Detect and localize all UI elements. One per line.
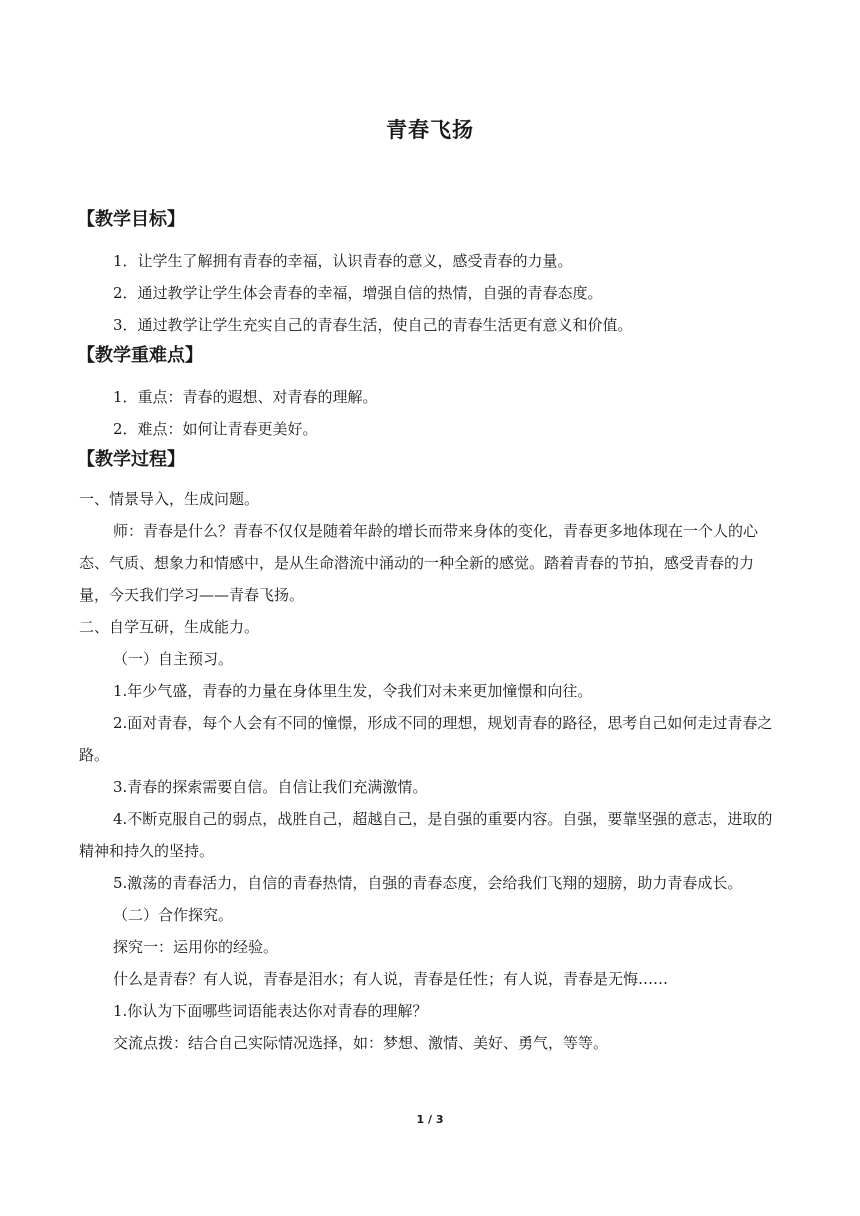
paragraph: 二、自学互研，生成能力。	[79, 618, 260, 636]
page-number: 1 / 3	[416, 1113, 444, 1126]
list-item: 1．重点：青春的遐想、对青春的理解。	[113, 388, 378, 406]
paragraph: （一）自主预习。	[113, 650, 234, 668]
paragraph: 4.不断克服自己的弱点，战胜自己，超越自己，是自强的重要内容。自强，要靠坚强的意志，进取的精神和持久的坚持。	[79, 810, 773, 860]
goals-list	[79, 245, 783, 341]
document-body	[79, 205, 783, 1059]
paragraph: 1.年少气盛，青春的力量在身体里生发，令我们对未来更加憧憬和向往。	[113, 682, 593, 700]
section-heading-goals: 【教学目标】	[77, 209, 185, 230]
list-item: 2．通过教学让学生体会青春的幸福，增强自信的热情，自强的青春态度。	[113, 284, 603, 302]
paragraph: 3.青春的探索需要自信。自信让我们充满激情。	[113, 778, 428, 796]
paragraph: 师：青春是什么？青春不仅仅是随着年龄的增长而带来身体的变化，青春更多地体现在一个人的心态、气质、想象力和情感中，是从生命潜流中涌动的一种全新的感觉。踏着青春的节拍，感受青春的力量，今天我们学习——青春飞扬。	[79, 522, 759, 604]
process-body	[79, 483, 783, 1059]
paragraph: （二）合作探究。	[113, 906, 234, 924]
paragraph: 探究一：运用你的经验。	[113, 938, 279, 956]
paragraph: 5.激荡的青春活力，自信的青春热情，自强的青春态度，会给我们飞翔的翅膀，助力青春成长。	[113, 874, 743, 892]
list-item: 1．让学生了解拥有青春的幸福，认识青春的意义，感受青春的力量。	[113, 252, 573, 270]
paragraph: 2.面对青春，每个人会有不同的憧憬，形成不同的理想，规划青春的路径，思考自己如何走过青春之路。	[79, 714, 773, 764]
paragraph: 1.你认为下面哪些词语能表达你对青春的理解？	[113, 1002, 428, 1020]
key-points-list	[79, 381, 783, 445]
section-heading-key-points: 【教学重难点】	[77, 345, 203, 366]
list-item: 2．难点：如何让青春更美好。	[113, 420, 318, 438]
page-title: 青春飞扬	[386, 118, 474, 142]
list-item: 3．通过教学让学生充实自己的青春生活，使自己的青春生活更有意义和价值。	[113, 316, 633, 334]
paragraph: 交流点拨：结合自己实际情况选择，如：梦想、激情、美好、勇气，等等。	[113, 1034, 609, 1052]
paragraph: 一、情景导入，生成问题。	[79, 490, 260, 508]
section-heading-process: 【教学过程】	[77, 449, 185, 470]
paragraph: 什么是青春？有人说，青春是泪水；有人说，青春是任性；有人说，青春是无悔……	[113, 970, 669, 988]
